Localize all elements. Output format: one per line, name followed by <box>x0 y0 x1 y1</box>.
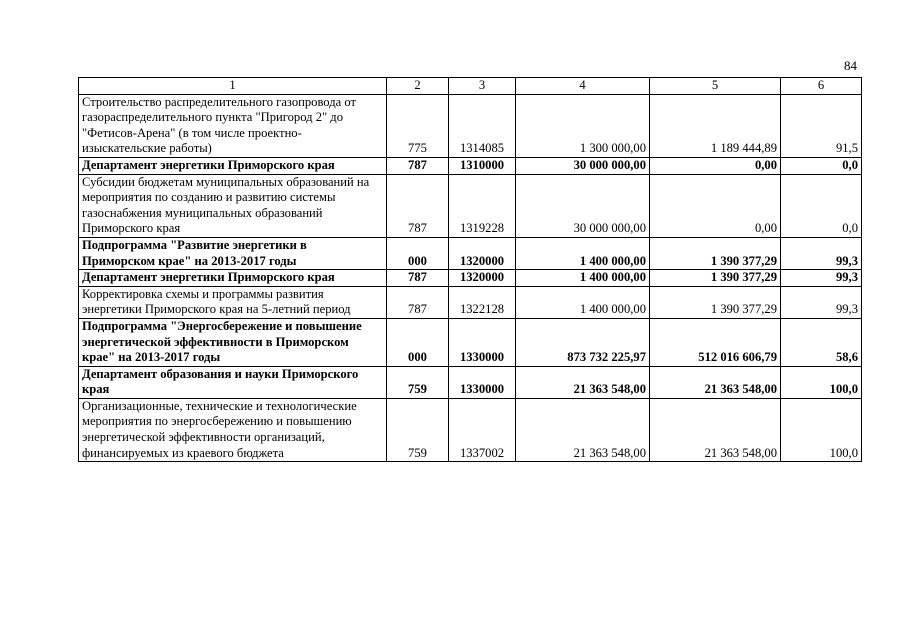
department-code: 787 <box>387 157 449 174</box>
planned-amount: 30 000 000,00 <box>516 174 650 237</box>
target-article-code: 1314085 <box>449 94 516 157</box>
department-code: 759 <box>387 366 449 398</box>
execution-percent: 0,0 <box>781 157 862 174</box>
table-row <box>79 270 862 287</box>
item-name: Департамент энергетики Приморского края <box>79 157 387 174</box>
table-row <box>79 237 862 269</box>
item-name: Организационные, технические и технологические мероприятия по энергосбережению и повышению энергетической эффективности организаций, финансируемых из краевого бюджета <box>79 398 387 461</box>
item-name: Подпрограмма "Энергосбережение и повышение энергетической эффективности в Приморском крае" на 2013-2017 годы <box>79 318 387 366</box>
page-number: 84 <box>844 58 857 73</box>
actual-amount: 0,00 <box>650 174 781 237</box>
table-row <box>79 174 862 237</box>
column-header: 2 <box>387 78 449 95</box>
table-row <box>79 286 862 318</box>
target-article-code: 1322128 <box>449 286 516 318</box>
target-article-code: 1337002 <box>449 398 516 461</box>
actual-amount: 1 189 444,89 <box>650 94 781 157</box>
item-name: Департамент образования и науки Приморского края <box>79 366 387 398</box>
actual-amount: 1 390 377,29 <box>650 286 781 318</box>
planned-amount: 1 400 000,00 <box>516 286 650 318</box>
item-name: Департамент энергетики Приморского края <box>79 270 387 287</box>
table-header-row <box>79 78 862 95</box>
actual-amount: 512 016 606,79 <box>650 318 781 366</box>
item-name: Строительство распределительного газопровода от газораспределительного пункта "Пригород 2" до "Фетисов-Арена" (в том числе проектно-изыскательские работы) <box>79 94 387 157</box>
execution-percent: 100,0 <box>781 398 862 461</box>
planned-amount: 30 000 000,00 <box>516 157 650 174</box>
planned-amount: 1 300 000,00 <box>516 94 650 157</box>
column-header: 6 <box>781 78 862 95</box>
table-row <box>79 366 862 398</box>
actual-amount: 1 390 377,29 <box>650 237 781 269</box>
table-row <box>79 318 862 366</box>
execution-percent: 58,6 <box>781 318 862 366</box>
target-article-code: 1320000 <box>449 237 516 269</box>
planned-amount: 873 732 225,97 <box>516 318 650 366</box>
column-header: 1 <box>79 78 387 95</box>
table-row <box>79 398 862 461</box>
department-code: 775 <box>387 94 449 157</box>
actual-amount: 21 363 548,00 <box>650 398 781 461</box>
execution-percent: 99,3 <box>781 237 862 269</box>
department-code: 000 <box>387 318 449 366</box>
execution-percent: 99,3 <box>781 286 862 318</box>
planned-amount: 1 400 000,00 <box>516 270 650 287</box>
table-row <box>79 94 862 157</box>
table-row <box>79 157 862 174</box>
item-name: Корректировка схемы и программы развития энергетики Приморского края на 5-летний период <box>79 286 387 318</box>
column-header: 5 <box>650 78 781 95</box>
execution-percent: 99,3 <box>781 270 862 287</box>
target-article-code: 1330000 <box>449 318 516 366</box>
target-article-code: 1320000 <box>449 270 516 287</box>
actual-amount: 1 390 377,29 <box>650 270 781 287</box>
target-article-code: 1319228 <box>449 174 516 237</box>
target-article-code: 1330000 <box>449 366 516 398</box>
item-name: Подпрограмма "Развитие энергетики в Приморском крае" на 2013-2017 годы <box>79 237 387 269</box>
budget-table <box>78 77 862 462</box>
target-article-code: 1310000 <box>449 157 516 174</box>
column-header: 3 <box>449 78 516 95</box>
department-code: 759 <box>387 398 449 461</box>
execution-percent: 100,0 <box>781 366 862 398</box>
actual-amount: 21 363 548,00 <box>650 366 781 398</box>
item-name: Субсидии бюджетам муниципальных образований на мероприятия по созданию и развитию системы газоснабжения муниципальных образований Приморского края <box>79 174 387 237</box>
planned-amount: 21 363 548,00 <box>516 366 650 398</box>
column-header: 4 <box>516 78 650 95</box>
planned-amount: 21 363 548,00 <box>516 398 650 461</box>
actual-amount: 0,00 <box>650 157 781 174</box>
execution-percent: 0,0 <box>781 174 862 237</box>
department-code: 000 <box>387 237 449 269</box>
department-code: 787 <box>387 270 449 287</box>
planned-amount: 1 400 000,00 <box>516 237 650 269</box>
department-code: 787 <box>387 174 449 237</box>
department-code: 787 <box>387 286 449 318</box>
execution-percent: 91,5 <box>781 94 862 157</box>
